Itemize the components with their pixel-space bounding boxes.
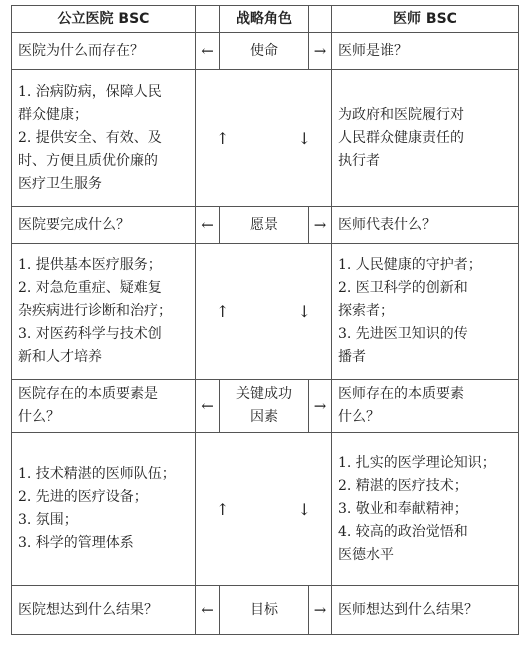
ksf-hospital-content: 1. 技术精湛的医师队伍； 2. 先进的医疗设备； 3. 氛围； 3. 科学的管理体系 <box>12 433 196 586</box>
right-arrow-icon: → <box>309 33 332 70</box>
mission-physician-content: 为政府和医院履行对 人民群众健康责任的 执行者 <box>332 70 519 207</box>
mission-physician-question: 医师是谁？ <box>332 33 519 70</box>
table-row-key-success-factors <box>12 380 519 433</box>
down-arrow-icon: ↓ <box>297 499 311 519</box>
vision-physician-content: 1. 人民健康的守护者； 2. 医卫科学的创新和 探索者； 3. 先进医卫知识的传 播者 <box>332 244 519 380</box>
vision-hospital-content: 1. 提供基本医疗服务； 2. 对急危重症、疑难复 杂疾病进行诊断和治疗； 3. 对医药科学与技术创 新和人才培养 <box>12 244 196 380</box>
up-arrow-icon: ↑ <box>216 302 230 321</box>
header-hospital-bsc: 公立医院 BSC <box>12 6 196 33</box>
right-arrow-icon: → <box>309 380 332 433</box>
up-arrow-icon: ↑ <box>216 499 230 519</box>
mission-hospital-content: 1. 治病防病，保障人民 群众健康； 2. 提供安全、有效、及 时、方便且质优价廉的 医疗卫生服务 <box>12 70 196 207</box>
header-strategic-role: 战略角色 <box>220 6 309 33</box>
vision-physician-question: 医师代表什么？ <box>332 207 519 244</box>
table-row-ksf-content <box>12 433 519 586</box>
left-arrow-icon: ← <box>196 207 220 244</box>
role-key-success-factors: 关键成功 因素 <box>220 380 309 433</box>
role-goal: 目标 <box>220 586 309 635</box>
goal-hospital-question: 医院想达到什么结果？ <box>12 586 196 635</box>
down-arrow-icon: ↓ <box>297 128 311 148</box>
left-arrow-icon: ← <box>196 586 220 635</box>
bsc-comparison-table <box>11 5 519 635</box>
mission-hospital-question: 医院为什么而存在？ <box>12 33 196 70</box>
role-vision: 愿景 <box>220 207 309 244</box>
table-row-vision <box>12 207 519 244</box>
header-spacer-right <box>309 6 332 33</box>
left-arrow-icon: ← <box>196 33 220 70</box>
header-row <box>12 6 519 33</box>
table-row-goal <box>12 586 519 635</box>
ksf-updown-cell <box>196 433 332 586</box>
right-arrow-icon: → <box>309 207 332 244</box>
goal-physician-question: 医师想达到什么结果？ <box>332 586 519 635</box>
mission-updown-cell <box>196 70 332 207</box>
ksf-physician-question: 医师存在的本质要素 什么？ <box>332 380 519 433</box>
down-arrow-icon: ↓ <box>297 302 311 321</box>
table-row-vision-content <box>12 244 519 380</box>
left-arrow-icon: ← <box>196 380 220 433</box>
header-spacer-left <box>196 6 220 33</box>
table-row-mission-content <box>12 70 519 207</box>
bsc-comparison-table-wrapper <box>11 5 518 635</box>
table-row-mission <box>12 33 519 70</box>
vision-hospital-question: 医院要完成什么？ <box>12 207 196 244</box>
role-mission: 使命 <box>220 33 309 70</box>
up-arrow-icon: ↑ <box>216 128 230 148</box>
vision-updown-cell <box>196 244 332 380</box>
right-arrow-icon: → <box>309 586 332 635</box>
ksf-hospital-question: 医院存在的本质要素是 什么？ <box>12 380 196 433</box>
header-physician-bsc: 医师 BSC <box>332 6 519 33</box>
ksf-physician-content: 1. 扎实的医学理论知识； 2. 精湛的医疗技术； 3. 敬业和奉献精神； 4. 较高的政治觉悟和 医德水平 <box>332 433 519 586</box>
